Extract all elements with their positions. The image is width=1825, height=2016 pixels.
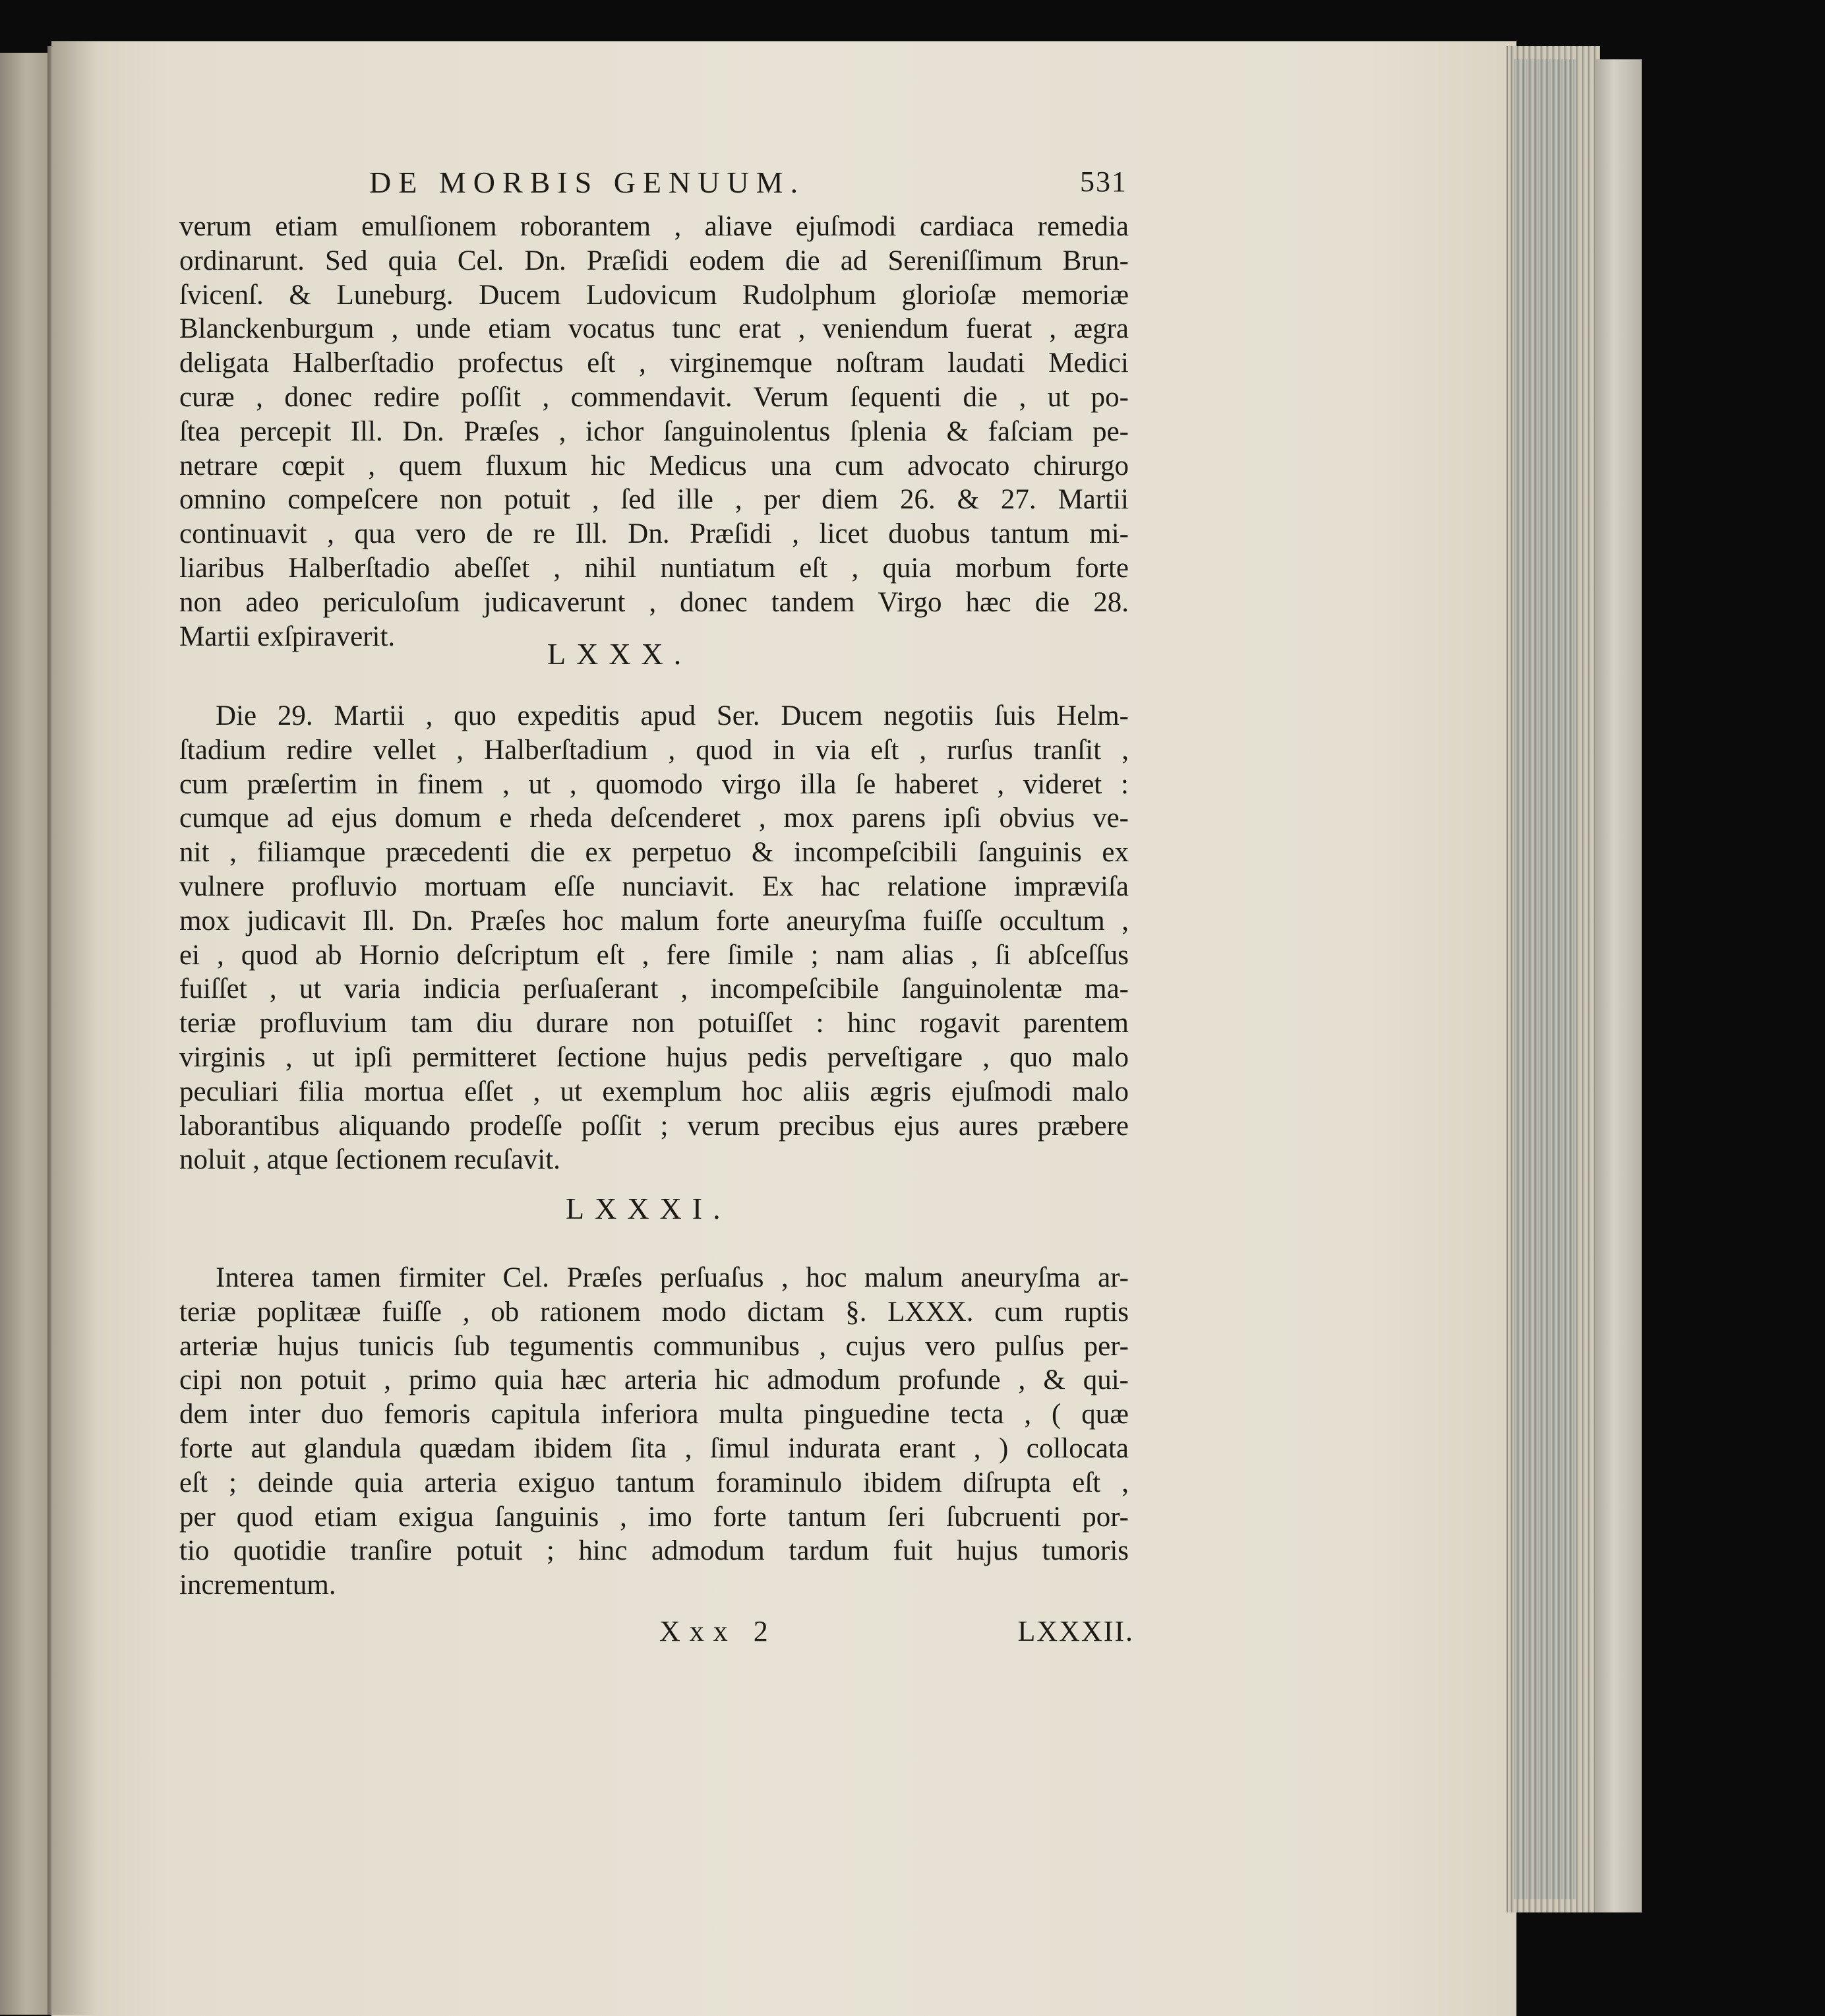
text-line: laborantibus aliquando prodeſſe poſſit ; verum precibus ejus aures præbere <box>179 1110 1129 1142</box>
text-line: peculiari filia mortua eſſet , ut exemplum hoc aliis ægris ejuſmodi malo <box>179 1076 1129 1107</box>
text-line: ſtadium redire vellet , Halberſtadium , quod in via eſt , rurſus tranſit , <box>179 734 1129 766</box>
text-line: Blanckenburgum , unde etiam vocatus tunc erat , veniendum fuerat , ægra <box>179 313 1129 345</box>
text-line: ſtea percepit Ill. Dn. Præſes , ichor ſanguinolentus ſplenia & faſciam pe- <box>179 415 1129 447</box>
text-line: incrementum. <box>179 1570 336 1601</box>
text-line: virginis , ut ipſi permitteret ſectione hujus pedis perveſtigare , quo malo <box>179 1041 1129 1073</box>
text-line: vulnere profluvio mortuam eſſe nunciavit. Ex hac relatione impræviſa <box>179 871 1129 902</box>
text-line: teriæ profluvium tam diu durare non potuiſſet : hinc rogavit parentem <box>179 1008 1129 1039</box>
text-line: ei , quod ab Hornio deſcriptum eſt , fere ſimile ; nam alias , ſi abſceſſus <box>179 939 1129 971</box>
text-line: netrare cœpit , quem fluxum hic Medicus una cum advocato chirurgo <box>179 450 1129 481</box>
catchword: LXXXII. <box>1017 1615 1134 1647</box>
text-line: noluit , atque ſectionem recuſavit. <box>179 1144 560 1176</box>
page-header <box>369 165 1127 204</box>
text-line: Martii exſpiraverit. <box>179 621 396 652</box>
text-line: tio quotidie tranſire potuit ; hinc admodum tardum fuit hujus tumoris <box>179 1535 1129 1567</box>
text-line: cipi non potuit , primo quia hæc arteria hic admodum profunde , & qui- <box>179 1364 1129 1396</box>
gutter-shadow <box>51 41 98 2015</box>
signature-mark: Xxx 2 <box>659 1615 777 1647</box>
text-line: fuiſſet , ut varia indicia perſuaſerant , incompeſcibile ſanguinolentæ ma- <box>179 973 1129 1005</box>
text-line: non adeo periculoſum judicaverunt , donec tandem Virgo hæc die 28. <box>179 586 1129 618</box>
text-line: ordinarunt. Sed quia Cel. Dn. Præſidi eodem die ad Sereniſſimum Brun- <box>179 245 1129 276</box>
text-line: Interea tamen firmiter Cel. Præſes perſuaſus , hoc malum aneuryſma ar- <box>216 1262 1129 1293</box>
text-line: nit , filiamque præcedenti die ex perpetuo & incompeſcibili ſanguinis ex <box>179 837 1129 869</box>
text-line: curæ , donec redire poſſit , commendavit. Verum ſequenti die , ut po- <box>179 381 1129 413</box>
section-heading-80: LXXX. <box>547 637 692 671</box>
page-number: 531 <box>1080 166 1127 198</box>
paragraph-section-81 <box>179 1261 1129 1603</box>
paragraph-continuation <box>179 210 1129 654</box>
paragraph-section-80 <box>179 699 1129 1177</box>
text-line: liaribus Halberſtadio abeſſet , nihil nuntiatum eſt , quia morbum forte <box>179 552 1129 584</box>
text-line: deligata Halberſtadio profectus eſt , virginemque noſtram laudati Medici <box>179 348 1129 379</box>
left-page-edge <box>0 53 53 2015</box>
text-line: dem inter duo femoris capitula inferiora multa pinguedine tecta , ( quæ <box>179 1399 1129 1430</box>
text-line: forte aut glandula quædam ibidem ſita , ſimul indurata erant , ) collocata <box>179 1432 1129 1464</box>
text-line: ſvicenſ. & Luneburg. Ducem Ludovicum Rudolphum glorioſæ memoriæ <box>179 279 1129 311</box>
text-line: eſt ; deinde quia arteria exiguo tantum foraminulo ibidem diſrupta eſt , <box>179 1467 1129 1498</box>
text-line: mox judicavit Ill. Dn. Præſes hoc malum forte aneuryſma fuiſſe occultum , <box>179 905 1129 936</box>
text-line: arteriæ hujus tunicis ſub tegumentis communibus , cujus vero pulſus per- <box>179 1330 1129 1362</box>
page-edge-tint <box>1514 59 1576 1899</box>
text-line: Die 29. Martii , quo expeditis apud Ser. Ducem negotiis ſuis Helm- <box>216 700 1129 731</box>
running-head: DE MORBIS GENUUM. <box>369 166 806 199</box>
section-heading-81: LXXXI. <box>566 1192 731 1225</box>
text-line: verum etiam emulſionem roborantem , aliave ejuſmodi cardiaca remedia <box>179 211 1129 242</box>
text-line: cum præſertim in finem , ut , quomodo virgo illa ſe haberet , videret : <box>179 768 1129 800</box>
text-line: per quod etiam exigua ſanguinis , imo forte tantum ſeri ſubcruenti por- <box>179 1501 1129 1533</box>
text-line: cumque ad ejus domum e rheda deſcenderet , mox parens ipſi obvius ve- <box>179 803 1129 834</box>
book-cover-edge <box>1596 59 1642 1912</box>
text-line: teriæ poplitææ fuiſſe , ob rationem modo dictam §. LXXX. cum ruptis <box>179 1296 1129 1328</box>
text-line: continuavit , qua vero de re Ill. Dn. Præſidi , licet duobus tantum mi- <box>179 518 1129 550</box>
text-line: omnino compeſcere non potuit , ſed ille , per diem 26. & 27. Martii <box>179 484 1129 516</box>
page-footer <box>659 1614 1134 1654</box>
